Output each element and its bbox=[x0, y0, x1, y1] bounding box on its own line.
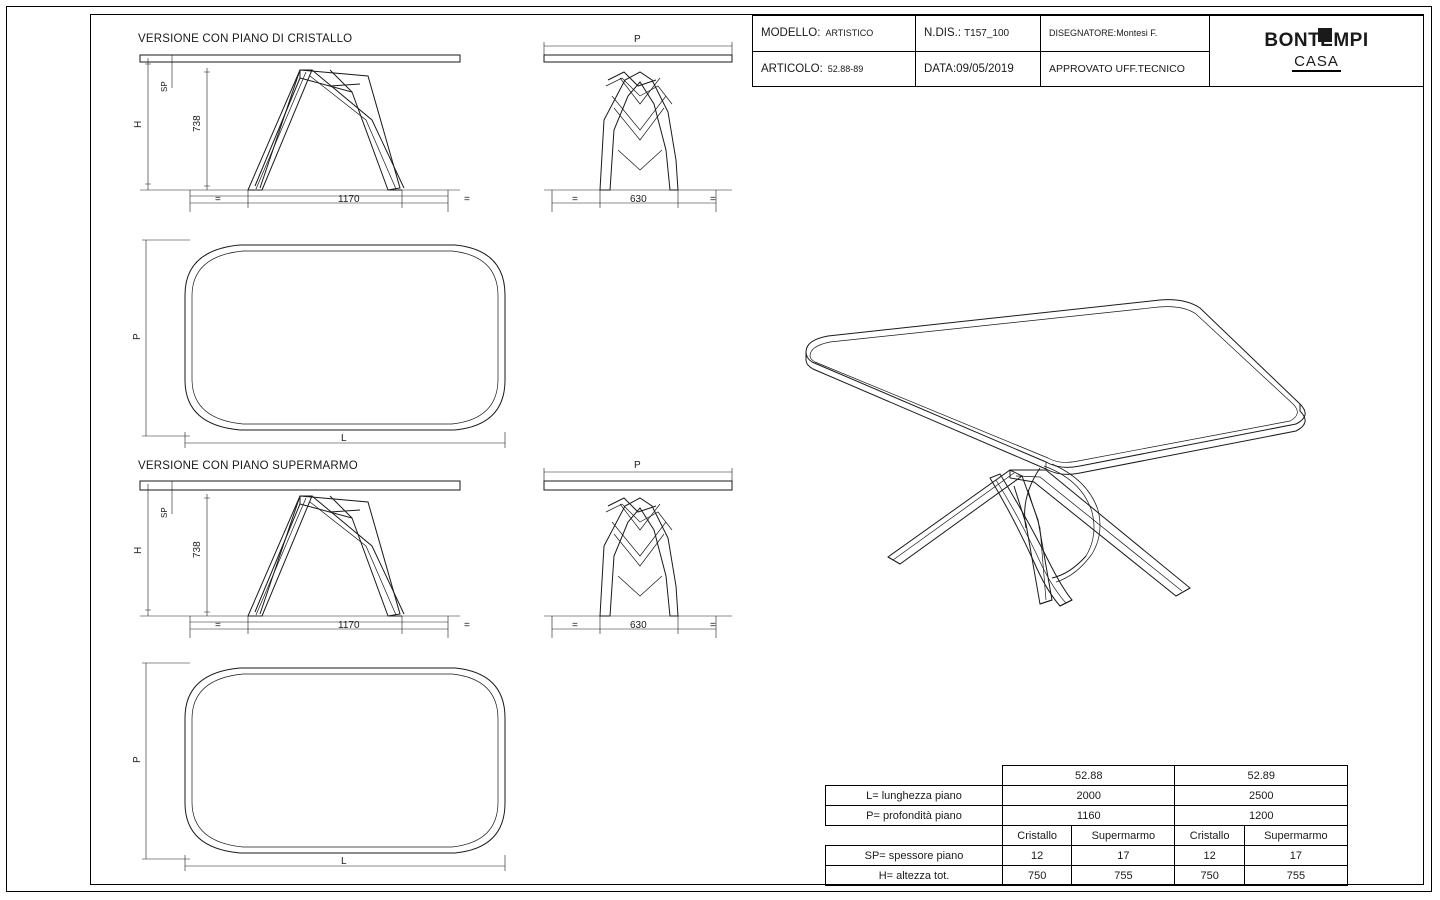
svg-text:738: 738 bbox=[192, 541, 203, 558]
svg-text:SP: SP bbox=[160, 507, 169, 518]
svg-text:P: P bbox=[634, 460, 641, 471]
modello-value: ARTISTICO bbox=[825, 28, 874, 39]
spec-value-5289: 52.89 bbox=[1175, 766, 1348, 786]
spec-value: 1200 bbox=[1175, 806, 1348, 826]
spec-label bbox=[826, 766, 1003, 786]
table-row bbox=[826, 766, 1348, 786]
ndis-label: N.DIS.: bbox=[924, 27, 962, 40]
logo-main-text: BONTEMPI bbox=[1264, 30, 1369, 51]
disegnatore-label: DISEGNATORE: bbox=[1049, 28, 1117, 39]
perspective-view-3d bbox=[806, 300, 1305, 606]
marble-front-elevation bbox=[133, 481, 470, 638]
svg-text:=: = bbox=[710, 194, 716, 205]
svg-text:=: = bbox=[710, 620, 716, 631]
spec-value: 2000 bbox=[1003, 786, 1175, 806]
spec-material-supermarmo-2: Supermarmo bbox=[1244, 826, 1347, 846]
glass-front-elevation bbox=[133, 55, 470, 212]
spec-value: 755 bbox=[1244, 866, 1347, 886]
approvato-label: APPROVATO UFF.TECNICO bbox=[1049, 62, 1185, 75]
glass-side-elevation bbox=[544, 34, 732, 212]
spec-value: 12 bbox=[1003, 846, 1072, 866]
spec-value: 1160 bbox=[1003, 806, 1175, 826]
spec-material-cristallo-2: Cristallo bbox=[1175, 826, 1244, 846]
svg-text:H: H bbox=[133, 120, 144, 128]
svg-text:P: P bbox=[132, 333, 143, 340]
svg-text:=: = bbox=[215, 194, 221, 205]
spec-value: 755 bbox=[1072, 866, 1175, 886]
spec-value: 17 bbox=[1072, 846, 1175, 866]
modello-label: MODELLO: bbox=[761, 27, 821, 40]
marble-side-elevation bbox=[544, 460, 732, 638]
spec-label: SP= spessore piano bbox=[826, 846, 1003, 866]
spec-label: H= altezza tot. bbox=[826, 866, 1003, 886]
table-row bbox=[826, 826, 1348, 846]
svg-text:=: = bbox=[572, 620, 578, 631]
marble-plan-view bbox=[132, 663, 505, 871]
svg-text:=: = bbox=[464, 194, 470, 205]
svg-text:1170: 1170 bbox=[338, 194, 360, 205]
logo-sub-text: CASA bbox=[1294, 53, 1339, 70]
svg-text:H: H bbox=[133, 546, 144, 554]
spec-material-cristallo: Cristallo bbox=[1003, 826, 1072, 846]
svg-text:P: P bbox=[634, 34, 641, 45]
table-row bbox=[826, 806, 1348, 826]
glass-version-title: VERSIONE CON PIANO DI CRISTALLO bbox=[138, 33, 353, 45]
table-row bbox=[826, 786, 1348, 806]
ndis-value: T157_100 bbox=[964, 27, 1010, 39]
svg-text:L: L bbox=[341, 856, 347, 867]
svg-text:738: 738 bbox=[192, 115, 203, 132]
table-row bbox=[826, 846, 1348, 866]
marble-version-title: VERSIONE CON PIANO SUPERMARMO bbox=[138, 460, 358, 472]
spec-label bbox=[826, 826, 1003, 846]
svg-text:SP: SP bbox=[160, 81, 169, 92]
spec-value: 750 bbox=[1003, 866, 1072, 886]
svg-text:L: L bbox=[341, 433, 347, 444]
spec-value: 17 bbox=[1244, 846, 1347, 866]
specification-table bbox=[825, 765, 1348, 886]
data-label-value: DATA:09/05/2019 bbox=[924, 62, 1014, 75]
svg-text:1170: 1170 bbox=[338, 620, 360, 631]
spec-label: L= lunghezza piano bbox=[826, 786, 1003, 806]
spec-value: 2500 bbox=[1175, 786, 1348, 806]
spec-value: 750 bbox=[1175, 866, 1244, 886]
disegnatore-value: Montesi F. bbox=[1116, 28, 1158, 39]
spec-material-supermarmo: Supermarmo bbox=[1072, 826, 1175, 846]
spec-value: 12 bbox=[1175, 846, 1244, 866]
articolo-value: 52.88-89 bbox=[827, 63, 864, 74]
logo-wrap bbox=[1264, 30, 1368, 52]
svg-text:=: = bbox=[464, 620, 470, 631]
svg-text:630: 630 bbox=[630, 194, 647, 205]
svg-text:=: = bbox=[572, 194, 578, 205]
table-row bbox=[826, 866, 1348, 886]
svg-text:P: P bbox=[132, 756, 143, 763]
articolo-label: ARTICOLO: bbox=[761, 62, 823, 75]
svg-text:=: = bbox=[215, 620, 221, 631]
spec-label: P= profondità piano bbox=[826, 806, 1003, 826]
glass-plan-view bbox=[132, 240, 505, 448]
spec-value-5288: 52.88 bbox=[1003, 766, 1175, 786]
svg-text:630: 630 bbox=[630, 620, 647, 631]
